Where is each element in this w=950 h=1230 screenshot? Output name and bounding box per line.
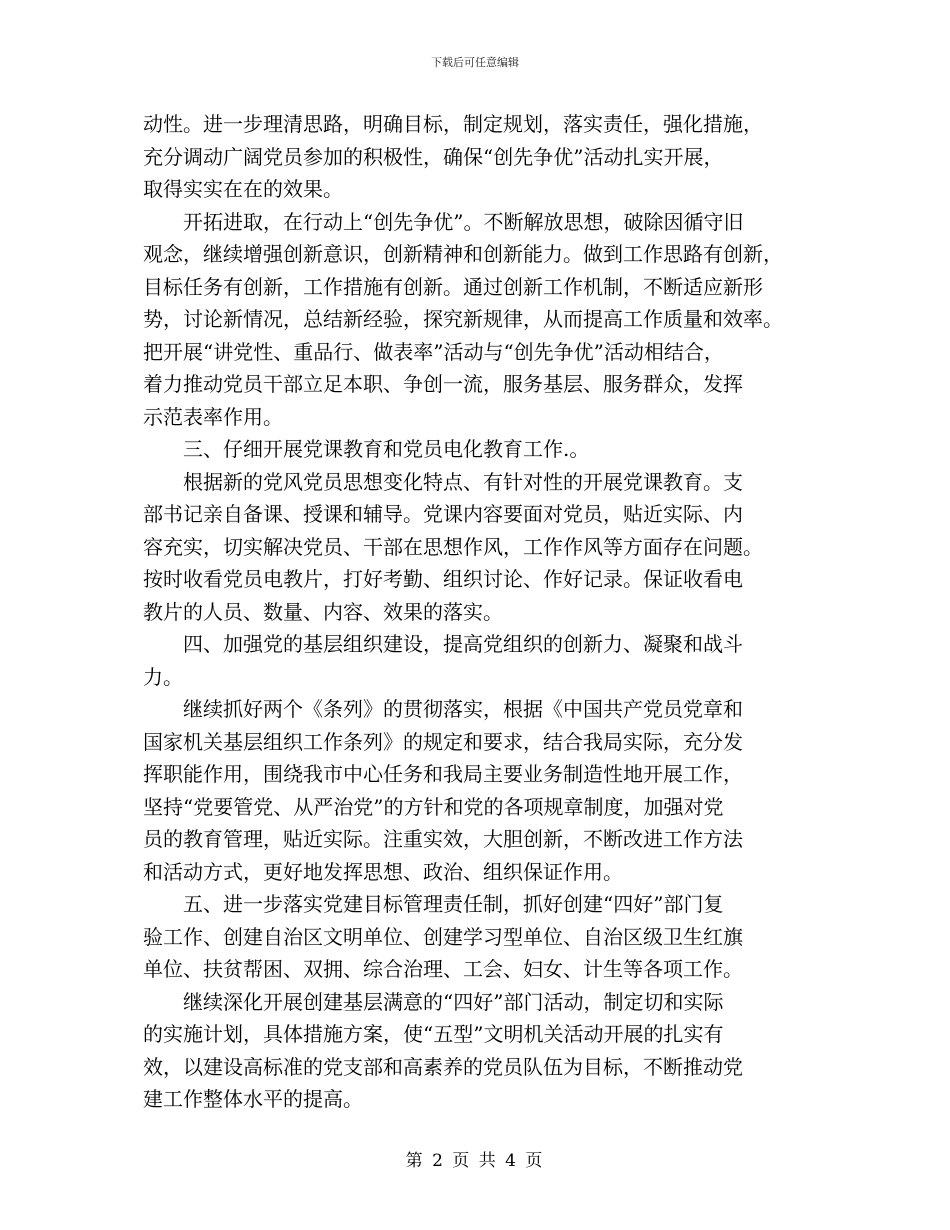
text-line: 充分调动广阔党员参加的积极性，确保“创先争优”活动扎实开展，: [143, 144, 724, 169]
text-line: 按时收看党员电教片，打好考勤、组织讨论、作好记录。保证收看电: [143, 567, 743, 591]
text-line: 开拓进取，在行动上“创先争优”。不断解放思想，破除因循守旧: [183, 209, 744, 234]
page-header: 下载后可任意编辑: [431, 56, 519, 69]
text-line: 单位、扶贫帮困、双拥、综合治理、工会、妇女、计生等各项工作。: [143, 957, 743, 981]
page-footer: 第 2 页 共 4 页: [405, 1151, 545, 1171]
text-line: 部书记亲自备课、授课和辅导。党课内容要面对党员，贴近实际、内: [143, 502, 743, 526]
text-line: 取得实实在在的效果。: [143, 177, 343, 201]
text-line: 员的教育管理，贴近实际。注重实效，大胆创新，不断改进工作方法: [143, 827, 743, 851]
text-line: 观念，继续增强创新意识，创新精神和创新能力。做到工作思路有创新，: [143, 242, 783, 266]
text-line: 国家机关基层组织工作条列》的规定和要求，结合我局实际，充分发: [143, 729, 743, 754]
text-line: 动性。进一步理清思路，明确目标，制定规划，落实责任，强化措施，: [143, 112, 763, 136]
text-line: 力。: [143, 664, 183, 689]
text-line: 继续抓好两个《条列》的贯彻落实，根据《中国共产党员党章和: [183, 697, 743, 721]
text-line: 把开展“讲党性、重品行、做表率”活动与“创先争优”活动相结合，: [143, 339, 724, 364]
text-line: 着力推动党员干部立足本职、争创一流，服务基层、服务群众，发挥: [143, 372, 743, 396]
text-line: 目标任务有创新，工作措施有创新。通过创新工作机制，不断适应新形: [143, 274, 763, 299]
text-line: 势，讨论新情况，总结新经验，探究新规律，从而提高工作质量和效率。: [143, 307, 783, 331]
text-line: 容充实，切实解决党员、干部在思想作风，工作作风等方面存在问题。: [143, 534, 763, 559]
text-line: 建工作整体水平的提高。: [143, 1087, 363, 1111]
text-line: 效，以建设高标准的党支部和高素养的党员队伍为目标，不断推动党: [143, 1054, 743, 1079]
text-line: 继续深化开展创建基层满意的“四好”部门活动，制定切和实际: [183, 989, 724, 1014]
text-line: 的实施计划，具体措施方案，使“五型”文明机关活动开展的扎实有: [143, 1022, 724, 1046]
text-line: 坚持“党要管党、从严治党”的方针和党的各项规章制度，加强对党: [143, 794, 724, 819]
text-line: 三、仔细开展党课教育和党员电化教育工作.。: [183, 437, 590, 461]
text-line: 五、进一步落实党建目标管理责任制，抓好创建“四好”部门复: [183, 892, 724, 916]
text-line: 验工作、创建自治区文明单位、创建学习型单位、自治区级卫生红旗: [143, 924, 743, 949]
document-body: [143, 108, 828, 1116]
text-line: 示范表率作用。: [143, 404, 283, 429]
text-line: 教片的人员、数量、内容、效果的落实。: [143, 599, 503, 624]
text-line: 和活动方式，更好地发挥思想、政治、组织保证作用。: [143, 859, 623, 884]
text-line: 四、加强党的基层组织建设，提高党组织的创新力、凝聚和战斗: [183, 632, 743, 656]
text-line: 挥职能作用，围绕我市中心任务和我局主要业务制造性地开展工作，: [143, 762, 743, 786]
text-line: 根据新的党风党员思想变化特点、有针对性的开展党课教育。支: [183, 469, 743, 494]
